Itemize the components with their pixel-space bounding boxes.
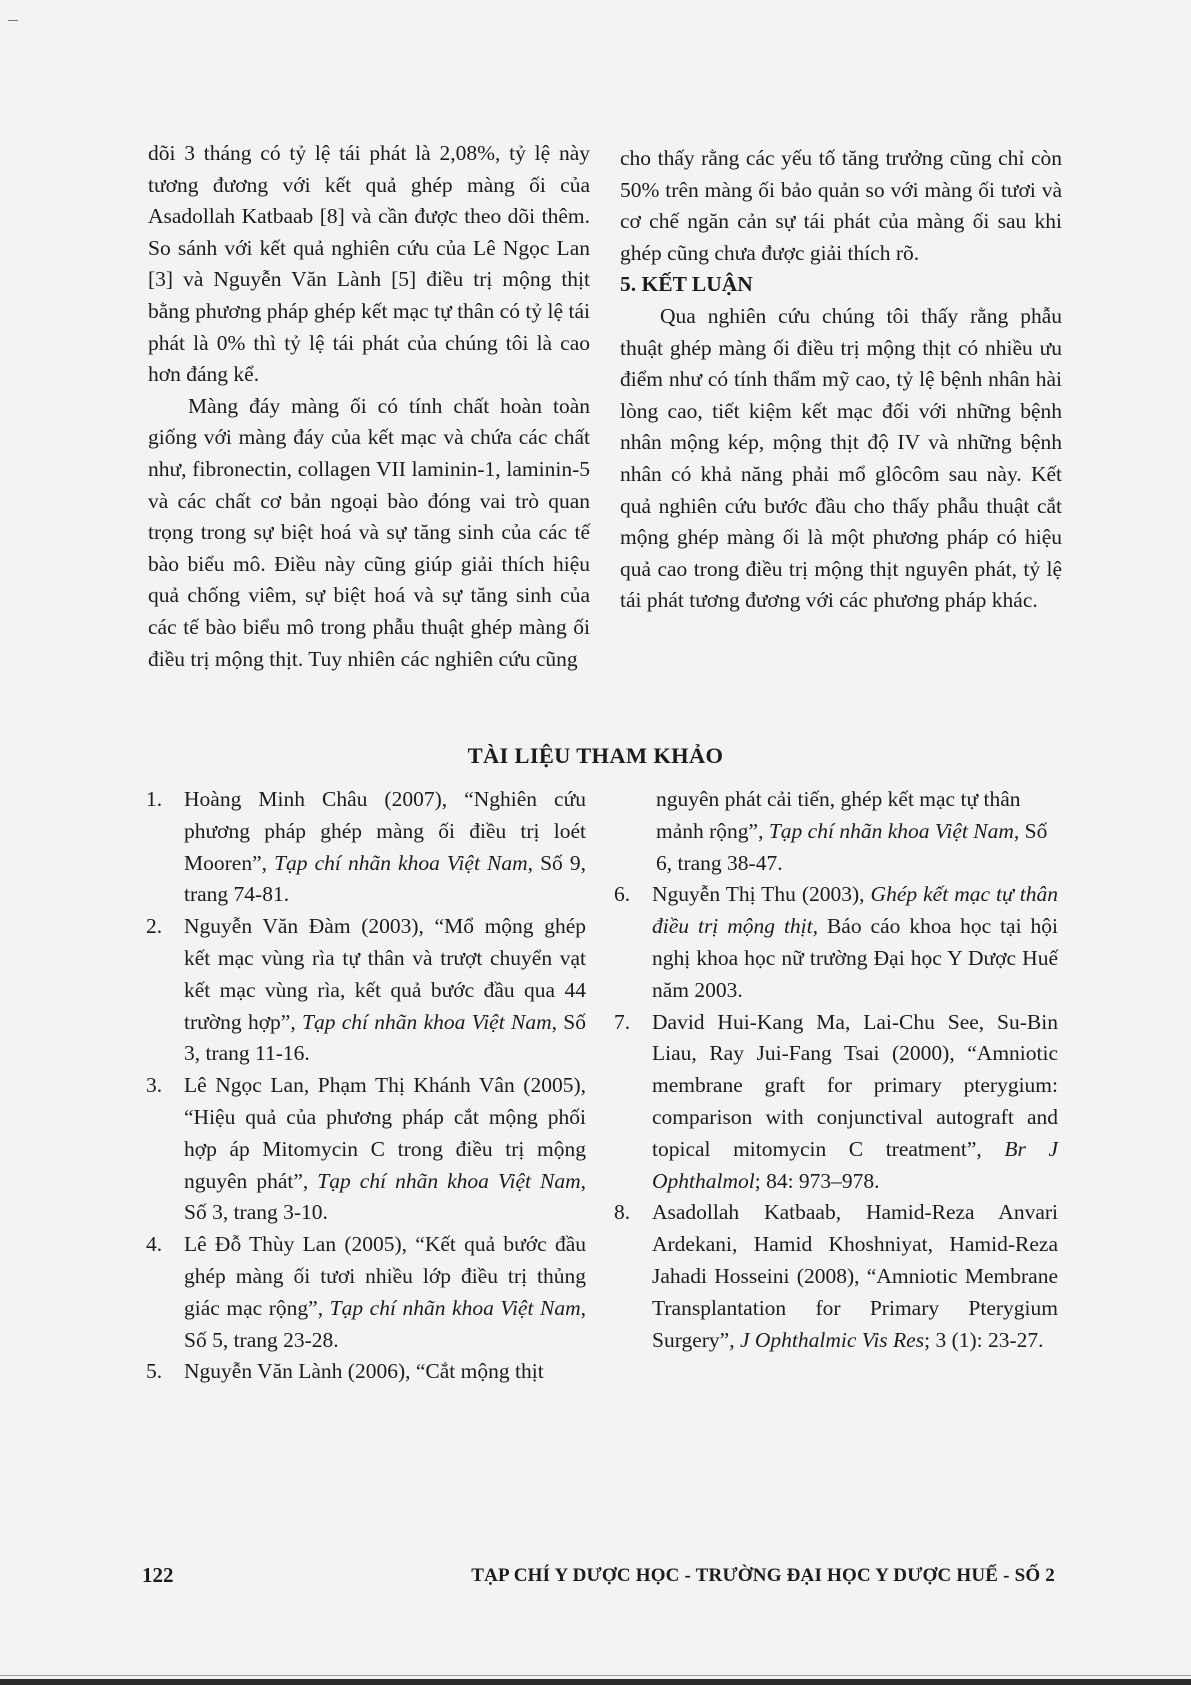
reference-item <box>614 1197 1058 1356</box>
reference-item-continued <box>614 784 1058 879</box>
reference-text: Nguyễn Văn Đàm (2003), “Mổ mộng ghép kết mạc vùng rìa tự thân và trượt chuyển vạt kết mạc vùng rìa, kết quả bước đầu qua 44 trường hợp”, <box>184 914 586 1034</box>
reference-details: , Số 5, trang 23-28. <box>184 1295 586 1352</box>
body-column-right <box>620 143 1062 617</box>
references-title: TÀI LIỆU THAM KHẢO <box>467 743 724 768</box>
reference-text: Hoàng Minh Châu (2007), “Nghiên cứu phương pháp ghép màng ối điều trị loét Mooren”, <box>184 787 586 875</box>
scan-edge-line <box>0 1675 1191 1676</box>
reference-item <box>146 784 586 911</box>
reference-journal: Tạp chí nhãn khoa Việt Nam <box>317 1168 581 1193</box>
paragraph: dõi 3 tháng có tỷ lệ tái phát là 2,08%, tỷ lệ này tương đương với kết quả ghép màng ối của Asadollah Katbaab [8] và cần được theo dõi thêm. So sánh với kết quả nghiên cứu của Lê Ngọc Lan [3] và Nguyễn Văn Lành [5] điều trị mộng thịt bằng phương pháp ghép kết mạc tự thân có tỷ lệ tái phát là 0% thì tỷ lệ tái phát của chúng tôi là cao hơn đáng kể. <box>148 141 590 387</box>
reference-item <box>146 1070 586 1229</box>
section-heading: 5. KẾT LUẬN <box>620 272 753 297</box>
reference-journal: J Ophthalmic Vis Res <box>739 1327 925 1352</box>
reference-details: , Số 6, trang 38-47. <box>656 818 1048 875</box>
reference-number: 2. <box>146 914 163 939</box>
reference-item <box>614 879 1058 1006</box>
reference-item <box>146 1229 586 1356</box>
scan-edge <box>0 1679 1191 1685</box>
reference-text: Nguyễn Văn Lành (2006), “Cắt mộng thịt <box>184 1359 544 1384</box>
reference-number: 1. <box>146 787 163 811</box>
paragraph: cho thấy rằng các yếu tố tăng trưởng cũng chỉ còn 50% trên màng ối bảo quản so với màng ối tươi và cơ chế ngăn cản sự tái phát của màng ối sau khi ghép cũng chưa được giải thích rõ. <box>620 146 1062 265</box>
reference-journal: Tạp chí nhãn khoa Việt Nam <box>329 1295 581 1320</box>
reference-number: 5. <box>146 1359 163 1384</box>
reference-journal: Br J Ophthalmol <box>652 1136 1059 1193</box>
reference-list-right <box>614 784 1058 1356</box>
reference-details: , Số 9, trang 74-81. <box>184 850 586 907</box>
reference-details: ; 84: 973–978. <box>754 1168 880 1193</box>
running-footer: TẠP CHÍ Y DƯỢC HỌC - TRƯỜNG ĐẠI HỌC Y DƯỢC HUẾ - SỐ 2 <box>471 1565 1055 1586</box>
reference-details: ; 3 (1): 23-27. <box>924 1327 1044 1352</box>
reference-text: David Hui-Kang Ma, Lai-Chu See, Su-Bin Liau, Ray Jui-Fang Tsai (2000), “Amniotic membrane graft for primary pterygium: comparison with conjunctival autograft and topical mitomycin C treatment”, <box>652 1009 1058 1161</box>
reference-journal: Ghép kết mạc tự thân điều trị mộng thịt, <box>652 882 1058 939</box>
reference-journal: Tạp chí nhãn khoa Việt Nam <box>274 850 528 875</box>
reference-details: Báo cáo khoa học tại hội nghị khoa học nữ trường Đại học Y Dược Huế năm 2003. <box>652 914 1058 1002</box>
paragraph: Qua nghiên cứu chúng tôi thấy rằng phẫu thuật ghép màng ối điều trị mộng thịt có nhiều ưu điểm như có tính thẩm mỹ cao, tỷ lệ bệnh nhân hài lòng cao, tiết kiệm kết mạc đối với những bệnh nhân mộng kép, mộng thịt độ IV và những bệnh nhân có khả năng phải mổ glôcôm sau này. Kết quả nghiên cứu bước đầu cho thấy phẫu thuật cắt mộng ghép màng ối là một phương pháp có hiệu quả cao trong điều trị mộng thịt nguyên phát, tỷ lệ tái phát tương đương với các phương pháp khác. <box>620 303 1062 613</box>
reference-text: nguyên phát cải tiến, ghép kết mạc tự thân mảnh rộng”, <box>656 787 1021 843</box>
page-number: 122 <box>142 1563 174 1587</box>
paragraph: Màng đáy màng ối có tính chất hoàn toàn giống với màng đáy của kết mạc và chứa các chất như, fibronectin, collagen VII laminin-1, laminin-5 và các chất cơ bản ngoại bào đóng vai trò quan trọng trong sự biệt hoá và sự tăng sinh của các tế bào biểu mô. Điều này cũng giúp giải thích hiệu quả chống viêm, sự biệt hoá và sự tăng sinh của các tế bào biểu mô trong phẫu thuật ghép màng ối điều trị mộng thịt. Tuy nhiên các nghiên cứu cũng <box>148 393 590 671</box>
reference-details: , Số 3, trang 3-10. <box>184 1168 586 1225</box>
reference-journal: Tạp chí nhãn khoa Việt Nam <box>768 818 1014 843</box>
reference-number: 6. <box>614 882 631 907</box>
reference-details: , Số 3, trang 11-16. <box>184 1009 586 1066</box>
scan-corner-mark <box>8 20 18 21</box>
reference-number: 3. <box>146 1073 163 1098</box>
reference-text: Lê Ngọc Lan, Phạm Thị Khánh Vân (2005), “Hiệu quả của phương pháp cắt mộng phối hợp áp Mitomycin C trong điều trị mộng nguyên phát”, <box>184 1073 586 1193</box>
reference-number: 8. <box>614 1200 631 1225</box>
reference-list-left <box>146 784 586 1388</box>
reference-text: Nguyễn Thị Thu (2003), <box>652 882 871 907</box>
reference-text: Asadollah Katbaab, Hamid-Reza Anvari Ardekani, Hamid Khoshniyat, Hamid-Reza Jahadi Hosseini (2008), “Amniotic Membrane Transplantation for Primary Pterygium Surgery”, <box>652 1200 1058 1352</box>
reference-number: 7. <box>614 1009 631 1034</box>
reference-item <box>146 1356 586 1388</box>
reference-item <box>146 911 586 1070</box>
body-column-left <box>148 138 590 675</box>
reference-journal: Tạp chí nhãn khoa Việt Nam <box>302 1009 552 1034</box>
reference-number: 4. <box>146 1232 163 1257</box>
reference-item <box>614 1007 1058 1198</box>
reference-text: Lê Đỗ Thùy Lan (2005), “Kết quả bước đầu ghép màng ối tươi nhiều lớp điều trị thủng giác mạc rộng”, <box>184 1232 586 1320</box>
